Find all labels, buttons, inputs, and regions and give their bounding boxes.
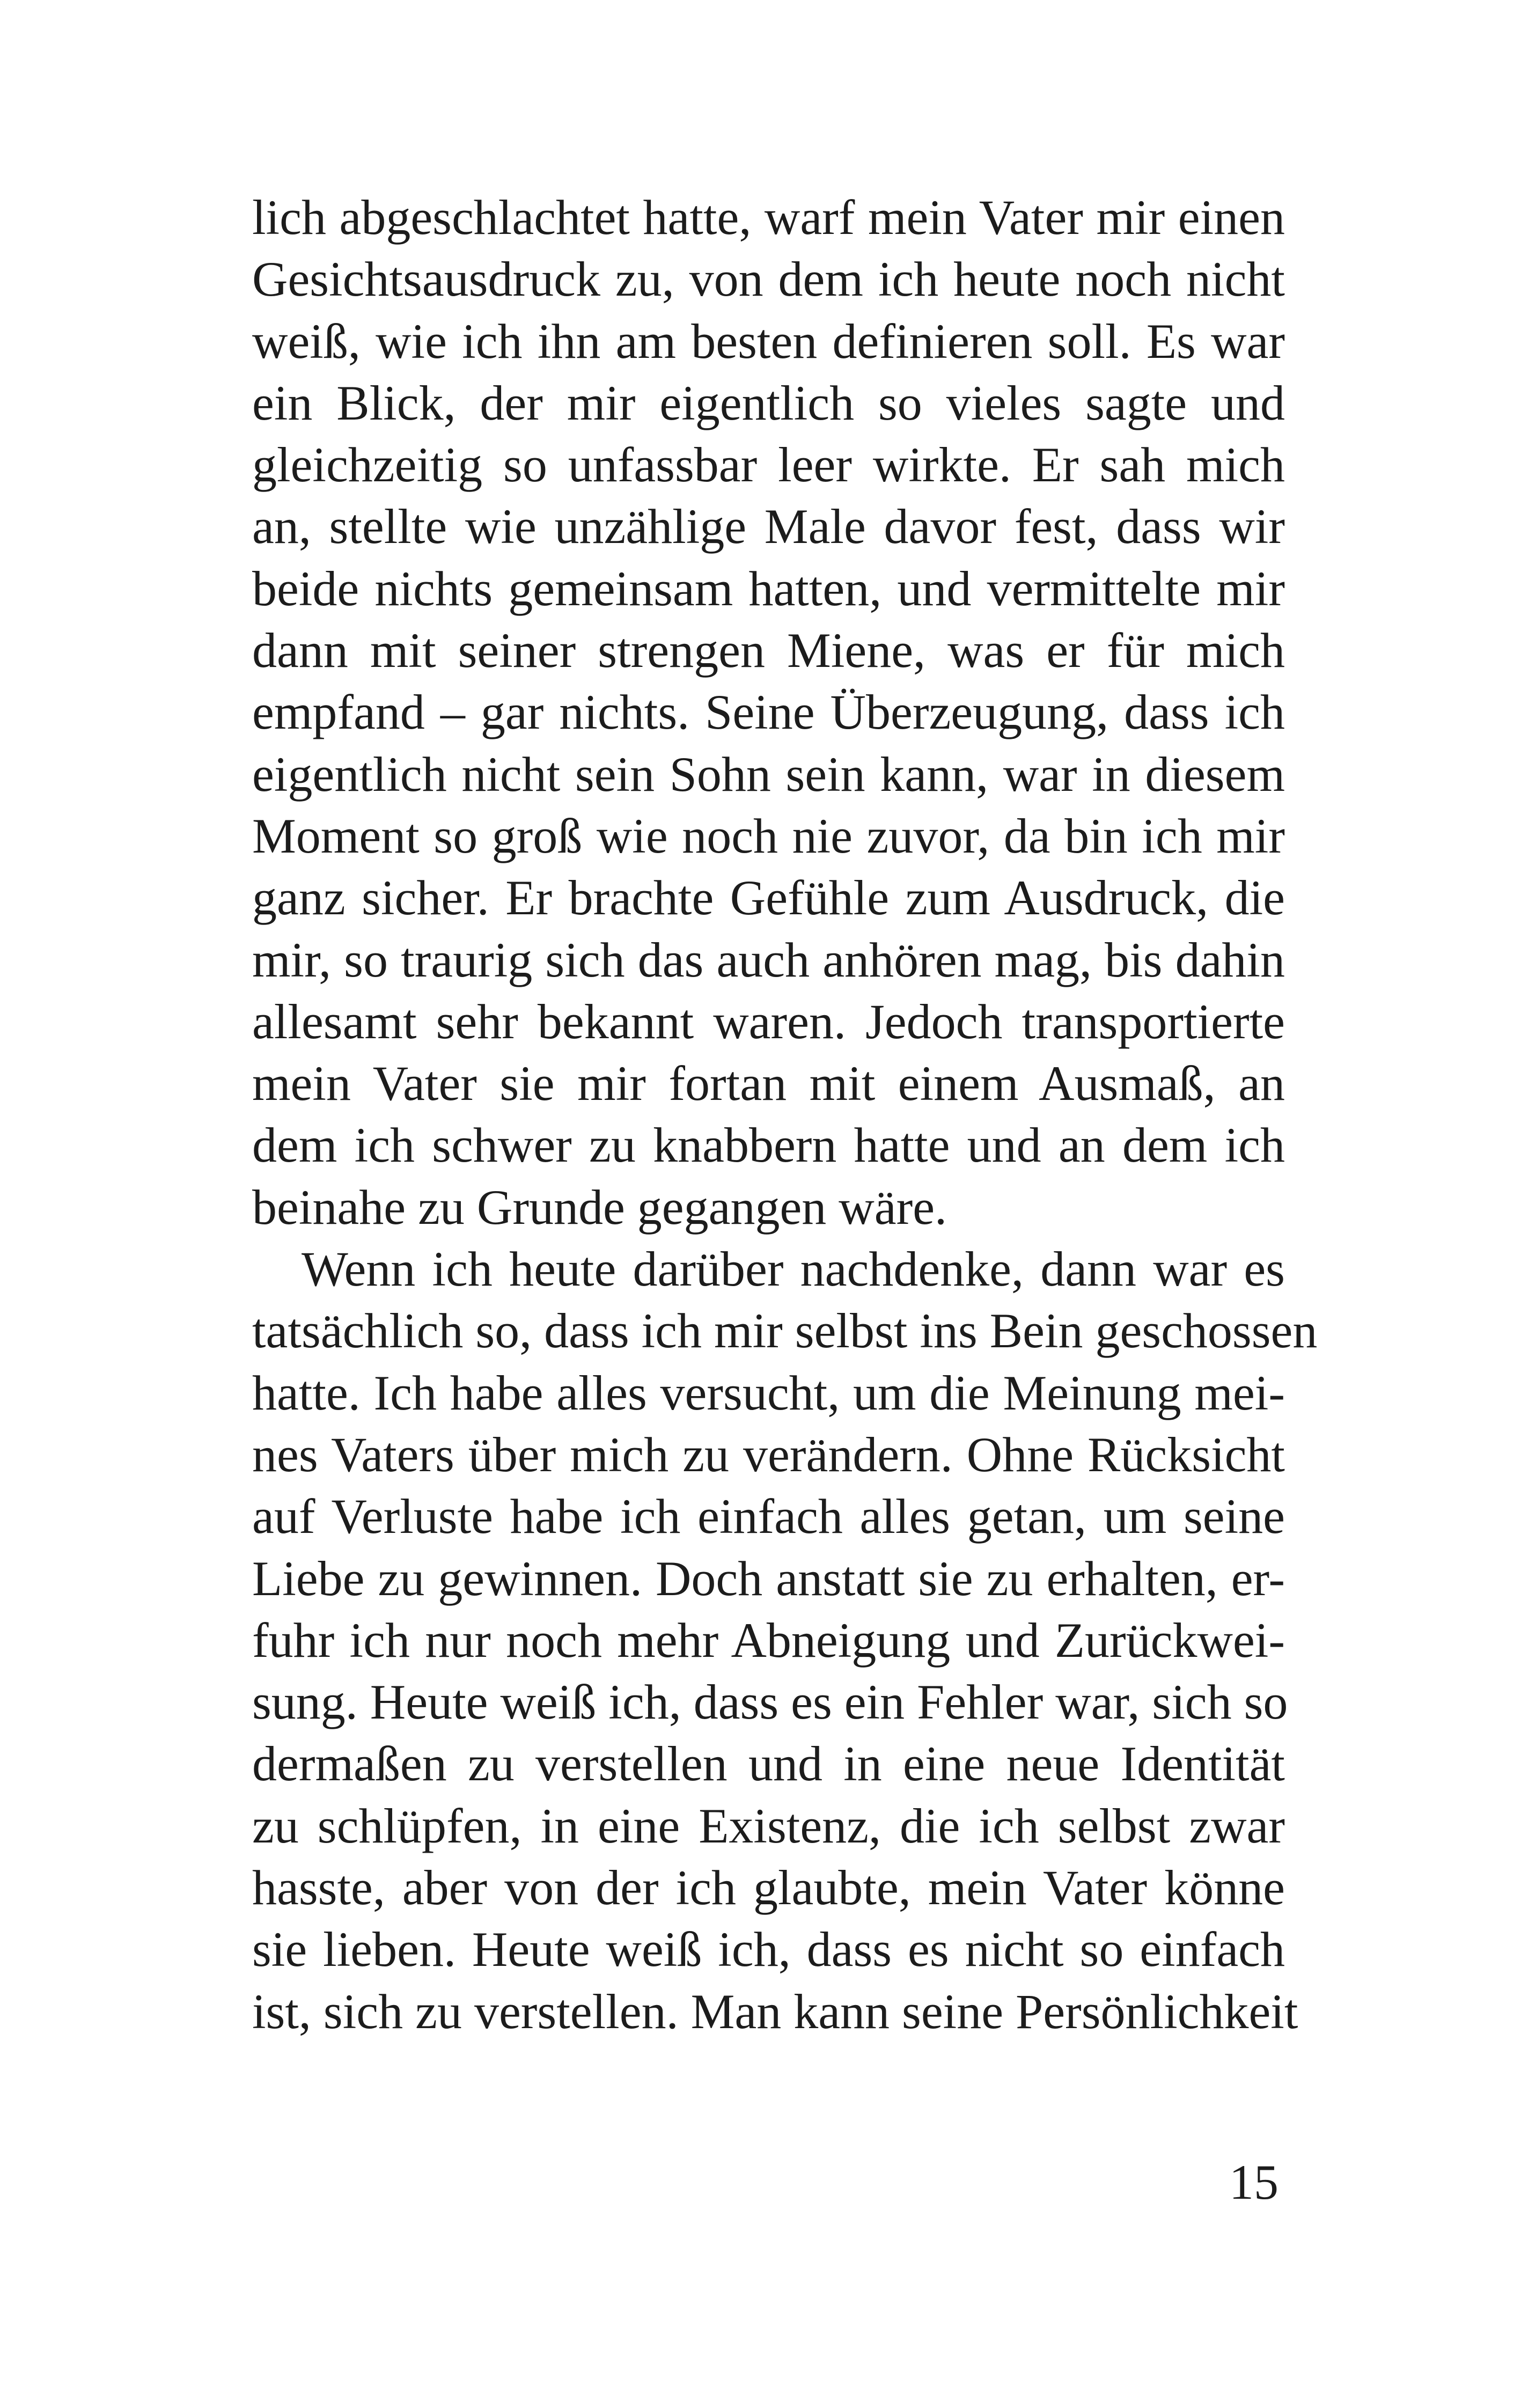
text-line: ist, sich zu verstellen. Man kann seine Persönlichkeit: [252, 1984, 1298, 2039]
text-line: an, stellte wie unzählige Male davor fest, dass wir: [252, 499, 1285, 554]
text-line: Moment so groß wie noch nie zuvor, da bin ich mir: [252, 808, 1285, 863]
text-line: fuhr ich nur noch mehr Abneigung und Zurückwei-: [252, 1612, 1285, 1668]
text-line: mein Vater sie mir fortan mit einem Ausmaß, an: [252, 1056, 1285, 1111]
text-line: auf Verluste habe ich einfach alles getan, um seine: [252, 1489, 1285, 1544]
text-line: dermaßen zu verstellen und in eine neue Identität: [252, 1736, 1285, 1792]
text-line: Wenn ich heute darüber nachdenke, dann war es: [302, 1242, 1285, 1297]
text-line: dem ich schwer zu knabbern hatte und an dem ich: [252, 1118, 1285, 1173]
paragraph-1: [252, 187, 1285, 1238]
text-line: beide nichts gemeinsam hatten, und vermittelte mir: [252, 561, 1285, 616]
text-line: allesamt sehr bekannt waren. Jedoch transportierte: [252, 994, 1285, 1049]
text-line: beinahe zu Grunde gegangen wäre.: [252, 1179, 947, 1235]
text-line: hatte. Ich habe alles versucht, um die Meinung mei-: [252, 1365, 1285, 1420]
text-line: dann mit seiner strengen Miene, was er für mich: [252, 623, 1285, 678]
text-line: tatsächlich so, dass ich mir selbst ins Bein geschossen: [252, 1303, 1318, 1359]
text-line: lich abgeschlachtet hatte, warf mein Vater mir einen: [252, 190, 1285, 245]
text-line: sung. Heute weiß ich, dass es ein Fehler war, sich so: [252, 1675, 1288, 1730]
text-line: sie lieben. Heute weiß ich, dass es nicht so einfach: [252, 1922, 1285, 1977]
paragraph-2: [252, 1238, 1318, 2043]
text-line: Gesichtsausdruck zu, von dem ich heute noch nicht: [252, 252, 1285, 307]
text-line: weiß, wie ich ihn am besten definieren soll. Es war: [252, 313, 1285, 369]
text-line: nes Vaters über mich zu verändern. Ohne Rücksicht: [252, 1427, 1285, 1482]
text-line: hasste, aber von der ich glaubte, mein Vater könne: [252, 1860, 1285, 1915]
text-line: zu schlüpfen, in eine Existenz, die ich selbst zwar: [252, 1798, 1285, 1853]
text-line: mir, so traurig sich das auch anhören mag, bis dahin: [252, 932, 1285, 987]
text-line: empfand – gar nichts. Seine Überzeugung, dass ich: [252, 685, 1285, 740]
body-text: [252, 187, 1318, 2043]
page-number: 15: [1229, 2155, 1278, 2209]
text-line: ganz sicher. Er brachte Gefühle zum Ausdruck, die: [252, 870, 1285, 926]
text-line: ein Blick, der mir eigentlich so vieles sagte und: [252, 375, 1285, 430]
text-line: Liebe zu gewinnen. Doch anstatt sie zu erhalten, er-: [252, 1551, 1285, 1606]
text-line: gleichzeitig so unfassbar leer wirkte. Er sah mich: [252, 437, 1285, 493]
text-line: eigentlich nicht sein Sohn sein kann, war in diesem: [252, 746, 1285, 802]
